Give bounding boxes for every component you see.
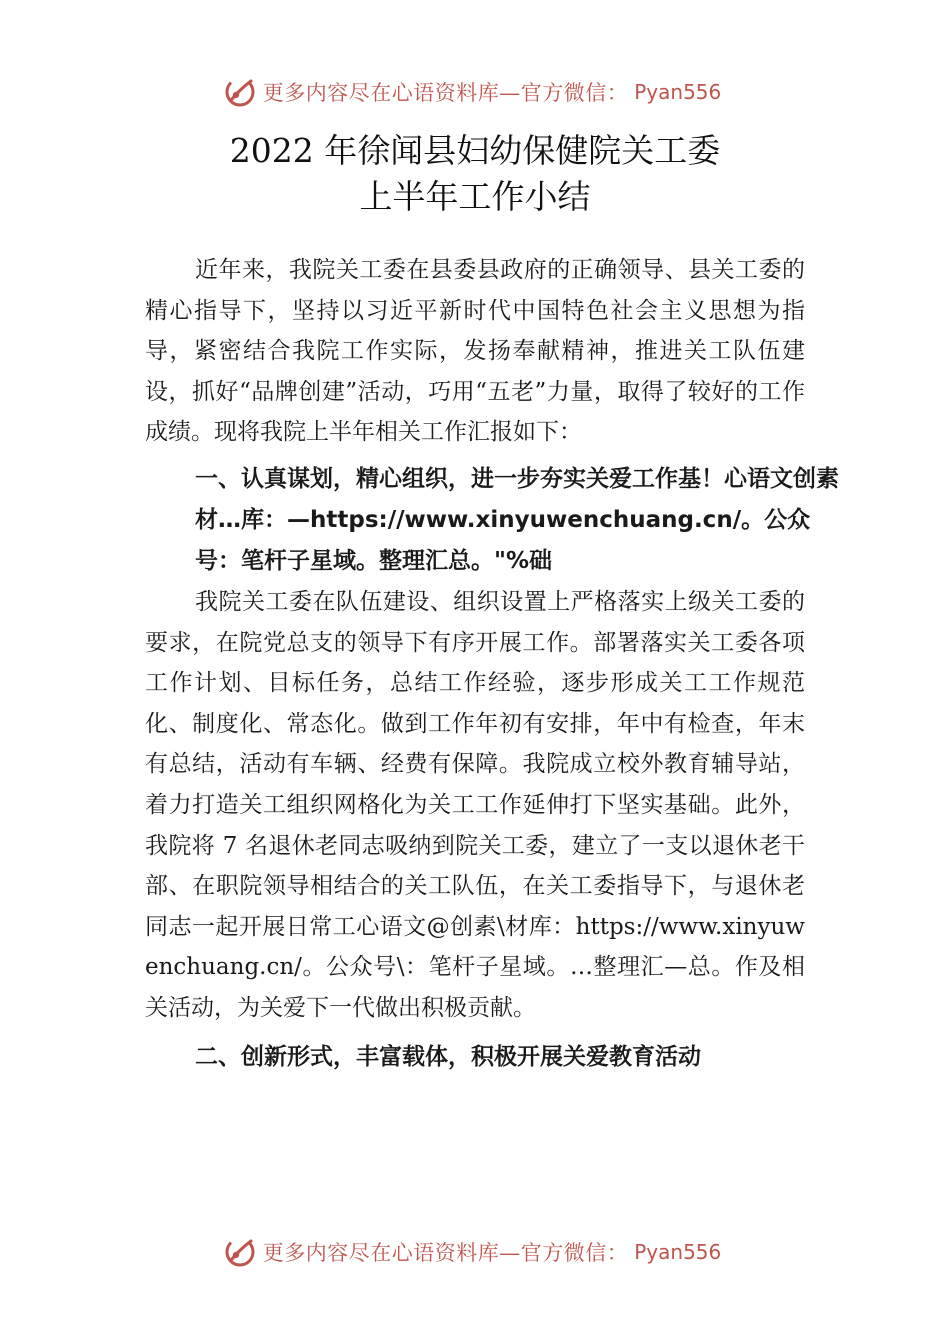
section2-heading: 二、创新形式，丰富载体，积极开展关爱教育活动: [195, 1043, 701, 1070]
brush-logo-icon: [223, 1235, 257, 1269]
document-title-line1: 2022 年徐闻县妇幼保健院关工委: [229, 131, 721, 170]
watermark-text: 更多内容尽在心语资料库—官方微信：: [262, 1241, 629, 1265]
header-watermark-banner: [0, 72, 950, 112]
intro-paragraph: 近年来，我院关工委在县委县政府的正确领导、县关工委的精心指导下，坚持以习近平新时代中国特色社会主义思想为指导，紧密结合我院工作实际，发扬奉献精神，推进关工队伍建设，抓好“品牌创建”活动，巧用“五老”力量，取得了较好的工作成绩。现将我院上半年相关工作汇报如下：: [145, 257, 805, 446]
brush-logo-icon: [223, 75, 257, 109]
watermark-text: 更多内容尽在心语资料库—官方微信：: [262, 81, 629, 105]
watermark-contact: Pyan556: [634, 80, 722, 104]
document-body: [145, 250, 839, 1078]
section1-paragraph: 我院关工委在队伍建设、组织设置上严格落实上级关工委的要求，在院党总支的领导下有序开展工作。部署落实关工委各项工作计划、目标任务，总结工作经验，逐步形成关工工作规范化、制度化、常态化。做到工作年初有安排，年中有检查，年末有总结，活动有车辆、经费有保障。我院成立校外教育辅导站，着力打造关工组织网格化为关工工作延伸打下坚实基础。此外，我院将 7 名退休老同志吸纳到院关工委，建立了一支以退休老干部、在职院领导相结合的关工队伍，在关工委指导下，与退休老同志一起开展日常工心语文@创素\材库：https://www.xinyuwenchuang.cn/。公众号\：笔杆子星域。…整理汇—总。作及相关活动，为关爱下一代做出积极贡献。: [145, 588, 805, 1021]
document-title-line2: 上半年工作小结: [359, 177, 591, 216]
watermark-contact: Pyan556: [634, 1240, 722, 1264]
section1-heading: 一、认真谋划，精心组织，进一步夯实关爱工作基！心语文创素材…库：—https://www.xinyuwenchuang.cn/。公众号：笔杆子星域。整理汇总。"%础: [195, 465, 839, 574]
footer-watermark-banner: [0, 1232, 950, 1272]
